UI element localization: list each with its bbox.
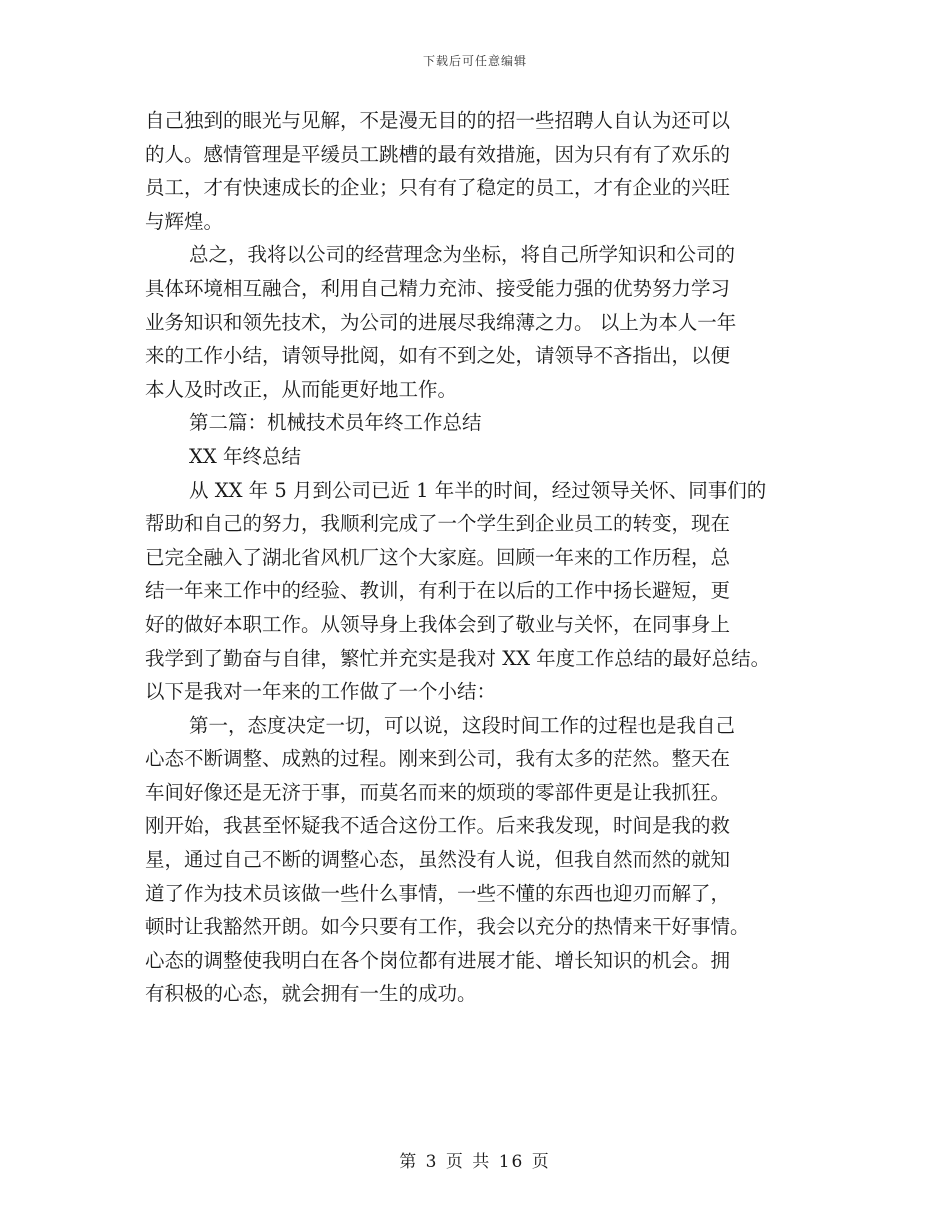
body-line: 我学到了勤奋与自律，繁忙并充实是我对 XX 年度工作总结的最好总结。 <box>145 646 771 670</box>
page-current: 3 <box>425 1152 439 1172</box>
body-line: 有积极的心态，就会拥有一生的成功。 <box>145 982 477 1006</box>
paragraph-start-line: 总之，我将以公司的经营理念为坐标，将自己所学知识和公司的 <box>189 243 736 267</box>
body-line: 结一年来工作中的经验、教训，有利于在以后的工作中扬长避短，更 <box>145 579 731 603</box>
page-label-mid: 页 共 <box>445 1152 492 1172</box>
header-note: 下载后可任意编辑 <box>422 54 527 68</box>
page-total: 16 <box>498 1152 525 1172</box>
body-line: 道了作为技术员该做一些什么事情，一些不懂的东西也迎刃而解了， <box>145 881 731 905</box>
body-line: 已完全融入了湖北省风机厂这个大家庭。回顾一年来的工作历程，总 <box>145 545 731 569</box>
section-subtitle: XX 年终总结 <box>189 444 301 468</box>
body-line: 以下是我对一年来的工作做了一个小结： <box>145 680 497 704</box>
paragraph-start-line: 第一，态度决定一切，可以说，这段时间工作的过程也是我自己 <box>189 713 736 737</box>
paragraph-start-line: 从 XX 年 5 月到公司已近 1 年半的时间，经过领导关怀、同事们的 <box>189 478 767 502</box>
body-line: 具体环境相互融合，利用自己精力充沛、接受能力强的优势努力学习 <box>145 276 731 300</box>
body-line: 业务知识和领先技术，为公司的进展尽我绵薄之力。 以上为本人一年 <box>145 310 737 334</box>
body-line: 刚开始，我甚至怀疑我不适合这份工作。后来我发现，时间是我的救 <box>145 814 731 838</box>
page-number <box>0 1147 950 1172</box>
page-label-post: 页 <box>531 1152 551 1172</box>
body-line: 星，通过自己不断的调整心态，虽然没有人说，但我自然而然的就知 <box>145 848 731 872</box>
body-line: 帮助和自己的努力，我顺利完成了一个学生到企业员工的转变，现在 <box>145 512 731 536</box>
body-line: 自己独到的眼光与见解，不是漫无目的的招一些招聘人自认为还可以 <box>145 109 731 132</box>
section-heading: 第二篇：机械技术员年终工作总结 <box>189 411 482 435</box>
body-line: 好的做好本职工作。从领导身上我体会到了敬业与关怀，在同事身上 <box>145 612 731 636</box>
body-line: 与辉煌。 <box>145 209 224 233</box>
page-label-pre: 第 <box>399 1152 419 1172</box>
body-line: 本人及时改正，从而能更好地工作。 <box>145 377 458 401</box>
body-line: 来的工作小结，请领导批阅，如有不到之处，请领导不吝指出，以便 <box>145 344 731 368</box>
document-body <box>145 104 817 1011</box>
body-line: 的人。感情管理是平缓员工跳槽的最有效措施，因为只有有了欢乐的 <box>145 142 731 166</box>
body-line: 车间好像还是无济于事，而莫名而来的烦琐的零部件更是让我抓狂。 <box>145 780 731 804</box>
body-line: 心态不断调整、成熟的过程。刚来到公司，我有太多的茫然。整天在 <box>145 747 731 771</box>
body-line: 顿时让我豁然开朗。如今只要有工作，我会以充分的热情来干好事情。 <box>145 915 750 939</box>
body-line: 员工，才有快速成长的企业；只有有了稳定的员工，才有企业的兴旺 <box>145 176 731 200</box>
body-line: 心态的调整使我明白在各个岗位都有进展才能、增长知识的机会。拥 <box>145 948 731 972</box>
